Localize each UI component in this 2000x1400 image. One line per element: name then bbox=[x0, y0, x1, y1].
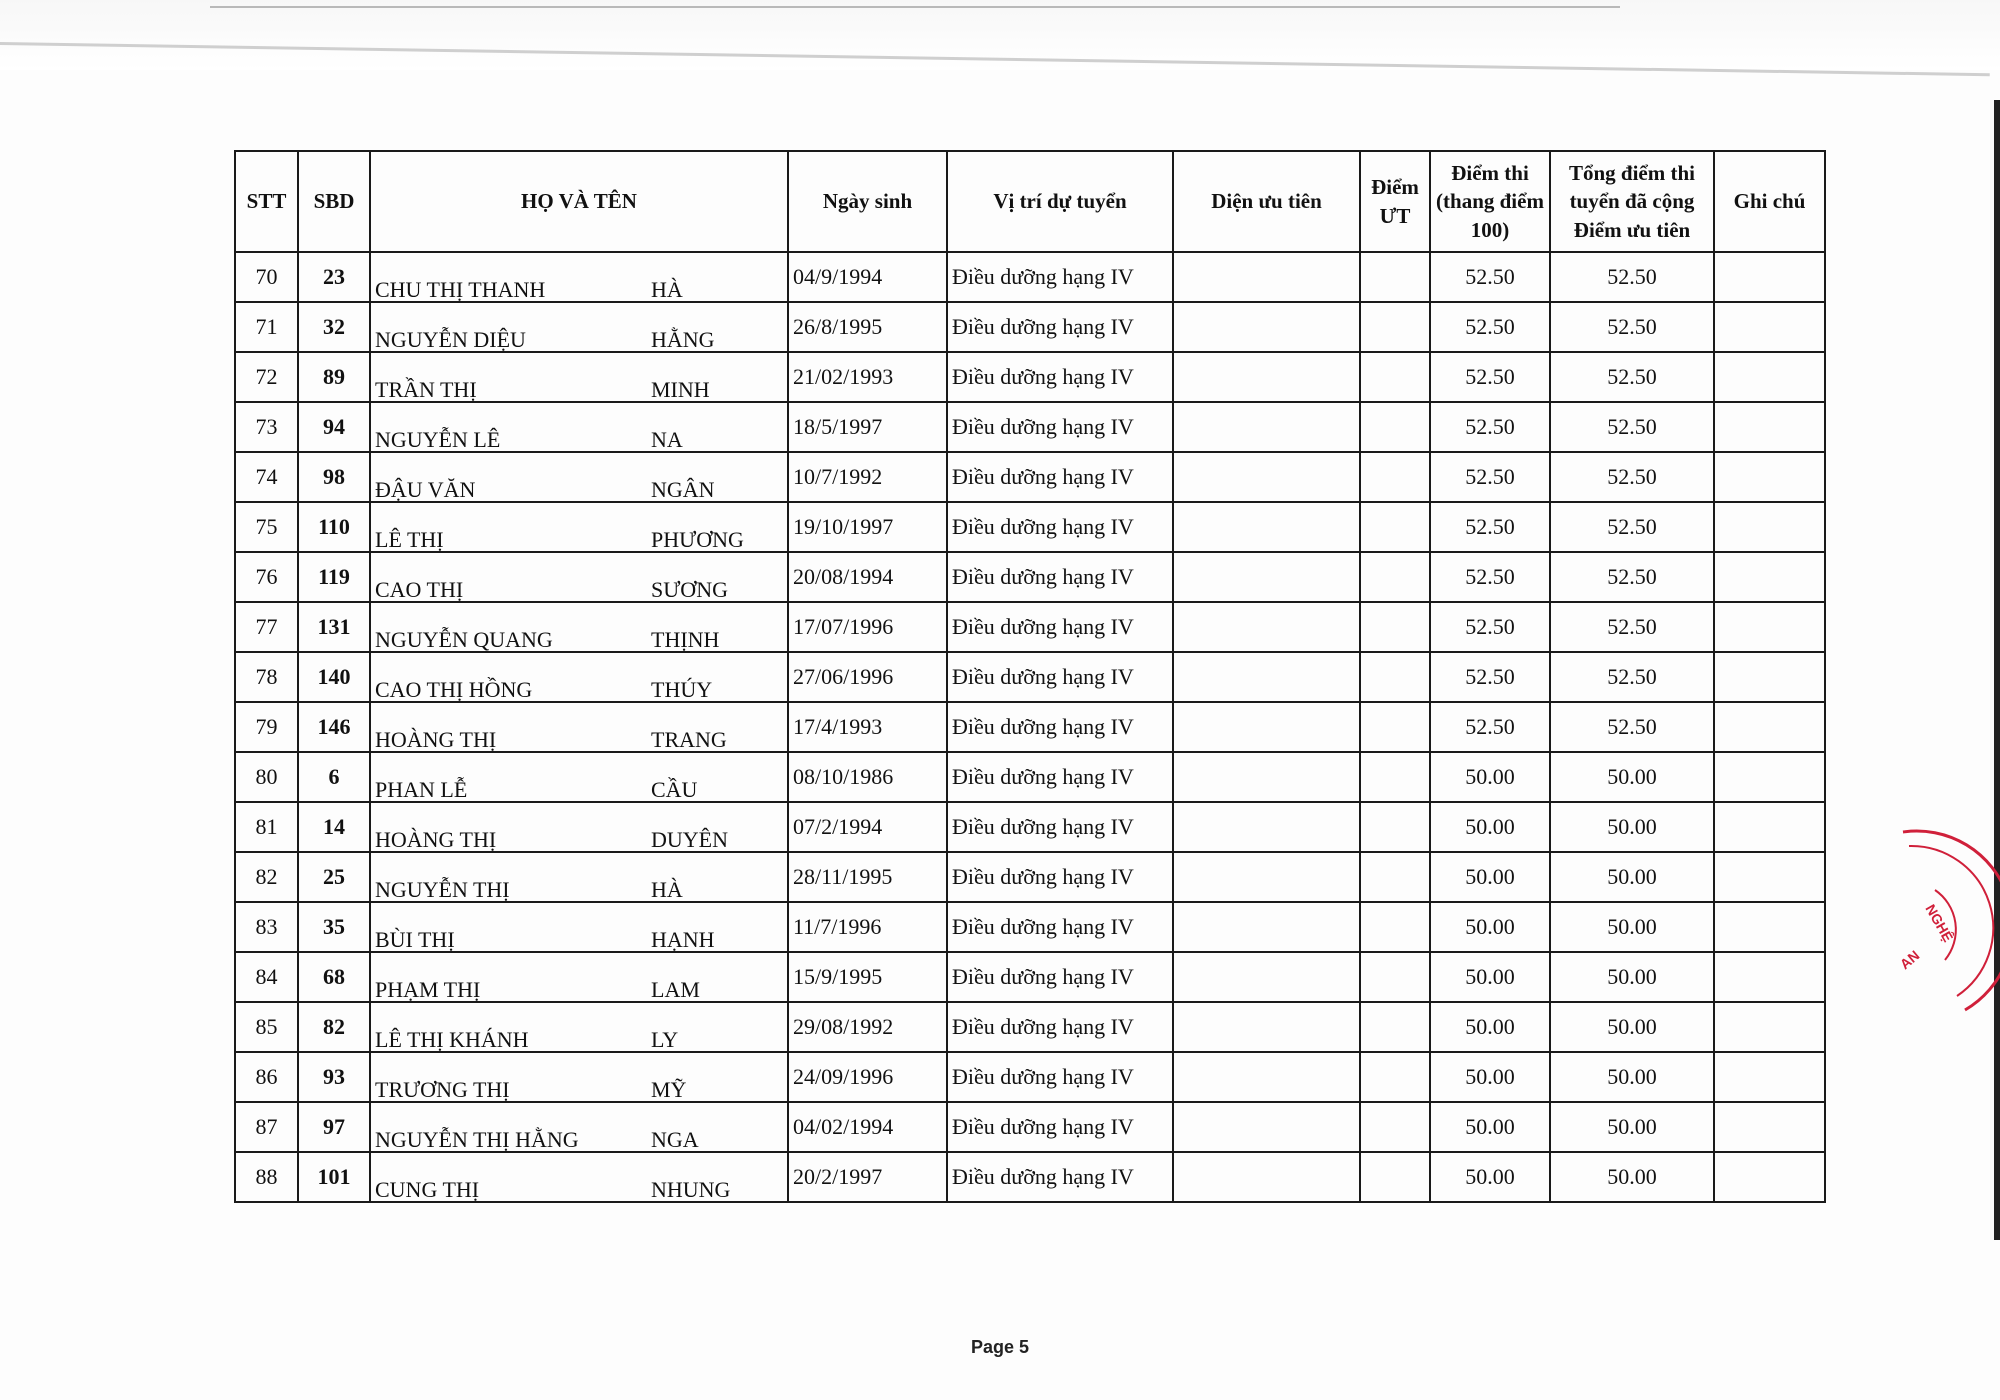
cell-total-score: 52.50 bbox=[1550, 702, 1714, 752]
cell-total-score: 52.50 bbox=[1550, 352, 1714, 402]
cell-stt: 84 bbox=[235, 952, 298, 1002]
cell-total-score: 50.00 bbox=[1550, 802, 1714, 852]
table-header-row bbox=[235, 151, 1825, 252]
cell-priority-points bbox=[1360, 452, 1430, 502]
cell-stt: 70 bbox=[235, 252, 298, 302]
cell-sbd: 146 bbox=[298, 702, 370, 752]
header-note: Ghi chú bbox=[1714, 151, 1825, 252]
cell-total-score: 52.50 bbox=[1550, 502, 1714, 552]
header-dob: Ngày sinh bbox=[788, 151, 947, 252]
cell-name bbox=[370, 602, 788, 652]
cell-priority-points bbox=[1360, 502, 1430, 552]
cell-total-score: 50.00 bbox=[1550, 902, 1714, 952]
cell-note bbox=[1714, 902, 1825, 952]
cell-name bbox=[370, 1002, 788, 1052]
cell-dob: 27/06/1996 bbox=[788, 652, 947, 702]
cell-first-name: HÀ bbox=[651, 877, 683, 902]
cell-position: Điều dưỡng hạng IV bbox=[947, 902, 1173, 952]
stamp-text: NGHỆ bbox=[1922, 901, 1957, 945]
cell-exam-score: 50.00 bbox=[1430, 952, 1550, 1002]
cell-stt: 72 bbox=[235, 352, 298, 402]
cell-priority-points bbox=[1360, 602, 1430, 652]
cell-total-score: 50.00 bbox=[1550, 752, 1714, 802]
table-row bbox=[235, 902, 1825, 952]
cell-position: Điều dưỡng hạng IV bbox=[947, 452, 1173, 502]
cell-dob: 28/11/1995 bbox=[788, 852, 947, 902]
cell-priority-points bbox=[1360, 552, 1430, 602]
cell-priority-points bbox=[1360, 1152, 1430, 1202]
cell-note bbox=[1714, 752, 1825, 802]
cell-priority-type bbox=[1173, 802, 1360, 852]
cell-dob: 11/7/1996 bbox=[788, 902, 947, 952]
cell-last-name: PHAN LỄ bbox=[375, 777, 468, 802]
cell-last-name: HOÀNG THỊ bbox=[375, 727, 497, 752]
scan-artifact-line bbox=[210, 6, 1620, 8]
cell-stt: 75 bbox=[235, 502, 298, 552]
cell-note bbox=[1714, 652, 1825, 702]
cell-note bbox=[1714, 952, 1825, 1002]
header-sbd: SBD bbox=[298, 151, 370, 252]
cell-dob: 21/02/1993 bbox=[788, 352, 947, 402]
cell-last-name: TRƯƠNG THỊ bbox=[375, 1077, 510, 1102]
cell-note bbox=[1714, 802, 1825, 852]
cell-exam-score: 52.50 bbox=[1430, 652, 1550, 702]
cell-note bbox=[1714, 1102, 1825, 1152]
cell-last-name: CAO THỊ HỒNG bbox=[375, 677, 533, 702]
cell-priority-type bbox=[1173, 252, 1360, 302]
cell-last-name: CHU THỊ THANH bbox=[375, 277, 546, 302]
cell-position: Điều dưỡng hạng IV bbox=[947, 1102, 1173, 1152]
cell-sbd: 131 bbox=[298, 602, 370, 652]
cell-position: Điều dưỡng hạng IV bbox=[947, 552, 1173, 602]
results-table bbox=[234, 150, 1826, 1203]
cell-stt: 87 bbox=[235, 1102, 298, 1152]
cell-exam-score: 52.50 bbox=[1430, 352, 1550, 402]
cell-first-name: HÀ bbox=[651, 277, 683, 302]
table-row bbox=[235, 1002, 1825, 1052]
cell-note bbox=[1714, 452, 1825, 502]
cell-last-name: TRẦN THỊ bbox=[375, 377, 477, 402]
cell-stt: 79 bbox=[235, 702, 298, 752]
cell-first-name: CẦU bbox=[651, 777, 698, 802]
table-row bbox=[235, 1052, 1825, 1102]
cell-priority-type bbox=[1173, 1052, 1360, 1102]
cell-priority-type bbox=[1173, 852, 1360, 902]
cell-sbd: 94 bbox=[298, 402, 370, 452]
header-position: Vị trí dự tuyển bbox=[947, 151, 1173, 252]
cell-position: Điều dưỡng hạng IV bbox=[947, 602, 1173, 652]
table-row bbox=[235, 302, 1825, 352]
cell-exam-score: 50.00 bbox=[1430, 1052, 1550, 1102]
cell-priority-points bbox=[1360, 952, 1430, 1002]
cell-name bbox=[370, 752, 788, 802]
cell-dob: 18/5/1997 bbox=[788, 402, 947, 452]
cell-last-name: CUNG THỊ bbox=[375, 1177, 480, 1202]
cell-position: Điều dưỡng hạng IV bbox=[947, 1052, 1173, 1102]
cell-first-name: LY bbox=[651, 1027, 679, 1052]
cell-total-score: 52.50 bbox=[1550, 302, 1714, 352]
cell-name bbox=[370, 802, 788, 852]
cell-total-score: 52.50 bbox=[1550, 602, 1714, 652]
cell-priority-points bbox=[1360, 1002, 1430, 1052]
cell-name bbox=[370, 902, 788, 952]
cell-sbd: 14 bbox=[298, 802, 370, 852]
cell-total-score: 52.50 bbox=[1550, 452, 1714, 502]
cell-total-score: 52.50 bbox=[1550, 552, 1714, 602]
cell-last-name: CAO THỊ bbox=[375, 577, 464, 602]
cell-sbd: 140 bbox=[298, 652, 370, 702]
cell-exam-score: 52.50 bbox=[1430, 252, 1550, 302]
table-row bbox=[235, 502, 1825, 552]
cell-priority-type bbox=[1173, 702, 1360, 752]
table-row bbox=[235, 752, 1825, 802]
cell-exam-score: 50.00 bbox=[1430, 902, 1550, 952]
cell-sbd: 97 bbox=[298, 1102, 370, 1152]
table-row bbox=[235, 552, 1825, 602]
cell-first-name: NA bbox=[651, 427, 683, 452]
cell-priority-type bbox=[1173, 452, 1360, 502]
cell-priority-points bbox=[1360, 852, 1430, 902]
cell-dob: 24/09/1996 bbox=[788, 1052, 947, 1102]
cell-sbd: 119 bbox=[298, 552, 370, 602]
cell-note bbox=[1714, 702, 1825, 752]
table-row bbox=[235, 1102, 1825, 1152]
cell-priority-type bbox=[1173, 902, 1360, 952]
cell-position: Điều dưỡng hạng IV bbox=[947, 302, 1173, 352]
table-row bbox=[235, 652, 1825, 702]
cell-total-score: 50.00 bbox=[1550, 852, 1714, 902]
cell-priority-points bbox=[1360, 902, 1430, 952]
cell-first-name: NHUNG bbox=[651, 1177, 731, 1202]
cell-note bbox=[1714, 602, 1825, 652]
header-exam-score: Điểm thi (thang điểm 100) bbox=[1430, 151, 1550, 252]
cell-name bbox=[370, 702, 788, 752]
table-row bbox=[235, 602, 1825, 652]
cell-sbd: 35 bbox=[298, 902, 370, 952]
cell-dob: 19/10/1997 bbox=[788, 502, 947, 552]
cell-total-score: 50.00 bbox=[1550, 952, 1714, 1002]
cell-name bbox=[370, 302, 788, 352]
cell-dob: 15/9/1995 bbox=[788, 952, 947, 1002]
cell-first-name: HẠNH bbox=[651, 927, 715, 952]
cell-total-score: 52.50 bbox=[1550, 252, 1714, 302]
cell-priority-type bbox=[1173, 1152, 1360, 1202]
cell-stt: 71 bbox=[235, 302, 298, 352]
cell-name bbox=[370, 952, 788, 1002]
cell-name bbox=[370, 1102, 788, 1152]
cell-dob: 17/4/1993 bbox=[788, 702, 947, 752]
cell-first-name: TRANG bbox=[651, 727, 727, 752]
cell-note bbox=[1714, 852, 1825, 902]
cell-position: Điều dưỡng hạng IV bbox=[947, 952, 1173, 1002]
cell-dob: 04/9/1994 bbox=[788, 252, 947, 302]
cell-stt: 83 bbox=[235, 902, 298, 952]
cell-last-name: NGUYỄN THỊ HẰNG bbox=[375, 1127, 579, 1152]
cell-stt: 74 bbox=[235, 452, 298, 502]
cell-total-score: 50.00 bbox=[1550, 1102, 1714, 1152]
cell-dob: 20/2/1997 bbox=[788, 1152, 947, 1202]
cell-position: Điều dưỡng hạng IV bbox=[947, 502, 1173, 552]
cell-exam-score: 52.50 bbox=[1430, 302, 1550, 352]
cell-priority-points bbox=[1360, 1052, 1430, 1102]
cell-first-name: SƯƠNG bbox=[651, 577, 728, 602]
cell-priority-type bbox=[1173, 602, 1360, 652]
cell-name bbox=[370, 1052, 788, 1102]
cell-priority-points bbox=[1360, 752, 1430, 802]
cell-sbd: 98 bbox=[298, 452, 370, 502]
cell-sbd: 93 bbox=[298, 1052, 370, 1102]
cell-last-name: NGUYỄN DIỆU bbox=[375, 327, 526, 352]
cell-first-name: NGA bbox=[651, 1127, 699, 1152]
cell-first-name: NGÂN bbox=[651, 477, 715, 502]
cell-note bbox=[1714, 1152, 1825, 1202]
cell-exam-score: 52.50 bbox=[1430, 502, 1550, 552]
cell-sbd: 23 bbox=[298, 252, 370, 302]
cell-last-name: HOÀNG THỊ bbox=[375, 827, 497, 852]
stamp-text: AN bbox=[1896, 947, 1923, 973]
cell-sbd: 32 bbox=[298, 302, 370, 352]
table-row bbox=[235, 802, 1825, 852]
cell-position: Điều dưỡng hạng IV bbox=[947, 252, 1173, 302]
cell-name bbox=[370, 652, 788, 702]
cell-name bbox=[370, 1152, 788, 1202]
cell-position: Điều dưỡng hạng IV bbox=[947, 402, 1173, 452]
cell-priority-type bbox=[1173, 752, 1360, 802]
table-row bbox=[235, 1152, 1825, 1202]
cell-exam-score: 52.50 bbox=[1430, 552, 1550, 602]
page-number: Page 5 bbox=[970, 1337, 1030, 1357]
cell-position: Điều dưỡng hạng IV bbox=[947, 852, 1173, 902]
cell-priority-type bbox=[1173, 652, 1360, 702]
cell-priority-type bbox=[1173, 302, 1360, 352]
cell-priority-points bbox=[1360, 702, 1430, 752]
cell-stt: 86 bbox=[235, 1052, 298, 1102]
cell-name bbox=[370, 352, 788, 402]
cell-priority-type bbox=[1173, 1102, 1360, 1152]
cell-stt: 77 bbox=[235, 602, 298, 652]
cell-exam-score: 50.00 bbox=[1430, 752, 1550, 802]
header-total-score: Tổng điểm thi tuyển đã cộng Điểm ưu tiên bbox=[1550, 151, 1714, 252]
cell-name bbox=[370, 552, 788, 602]
cell-first-name: MỸ bbox=[651, 1077, 687, 1102]
cell-sbd: 110 bbox=[298, 502, 370, 552]
cell-exam-score: 50.00 bbox=[1430, 1002, 1550, 1052]
header-priority-type: Diện ưu tiên bbox=[1173, 151, 1360, 252]
cell-total-score: 52.50 bbox=[1550, 402, 1714, 452]
cell-last-name: LÊ THỊ KHÁNH bbox=[375, 1027, 529, 1052]
cell-priority-points bbox=[1360, 302, 1430, 352]
scan-page-edge bbox=[1994, 100, 2000, 1240]
table-row bbox=[235, 352, 1825, 402]
cell-first-name: THỊNH bbox=[651, 627, 720, 652]
cell-last-name: ĐẬU VĂN bbox=[375, 477, 476, 502]
cell-priority-points bbox=[1360, 252, 1430, 302]
cell-position: Điều dưỡng hạng IV bbox=[947, 702, 1173, 752]
cell-exam-score: 52.50 bbox=[1430, 452, 1550, 502]
cell-last-name: PHẠM THỊ bbox=[375, 977, 481, 1002]
cell-priority-type bbox=[1173, 552, 1360, 602]
cell-stt: 85 bbox=[235, 1002, 298, 1052]
cell-priority-points bbox=[1360, 352, 1430, 402]
header-stt: STT bbox=[235, 151, 298, 252]
cell-exam-score: 52.50 bbox=[1430, 402, 1550, 452]
cell-dob: 07/2/1994 bbox=[788, 802, 947, 852]
cell-priority-points bbox=[1360, 802, 1430, 852]
cell-exam-score: 50.00 bbox=[1430, 802, 1550, 852]
results-table-container bbox=[234, 150, 1824, 1203]
cell-stt: 73 bbox=[235, 402, 298, 452]
cell-last-name: LÊ THỊ bbox=[375, 527, 444, 552]
cell-priority-points bbox=[1360, 1102, 1430, 1152]
cell-stt: 81 bbox=[235, 802, 298, 852]
table-row bbox=[235, 702, 1825, 752]
cell-position: Điều dưỡng hạng IV bbox=[947, 802, 1173, 852]
cell-first-name: THÚY bbox=[651, 677, 713, 702]
cell-dob: 17/07/1996 bbox=[788, 602, 947, 652]
cell-exam-score: 52.50 bbox=[1430, 602, 1550, 652]
table-body bbox=[235, 252, 1825, 1202]
cell-name bbox=[370, 252, 788, 302]
cell-last-name: BÙI THỊ bbox=[375, 927, 455, 952]
cell-dob: 04/02/1994 bbox=[788, 1102, 947, 1152]
cell-total-score: 50.00 bbox=[1550, 1152, 1714, 1202]
table-row bbox=[235, 452, 1825, 502]
table-row bbox=[235, 402, 1825, 452]
cell-name bbox=[370, 502, 788, 552]
cell-sbd: 6 bbox=[298, 752, 370, 802]
cell-priority-type bbox=[1173, 352, 1360, 402]
table-row bbox=[235, 852, 1825, 902]
cell-note bbox=[1714, 1052, 1825, 1102]
table-row bbox=[235, 952, 1825, 1002]
cell-name bbox=[370, 402, 788, 452]
cell-stt: 88 bbox=[235, 1152, 298, 1202]
cell-dob: 26/8/1995 bbox=[788, 302, 947, 352]
cell-first-name: HẰNG bbox=[651, 327, 715, 352]
cell-priority-points bbox=[1360, 402, 1430, 452]
cell-last-name: NGUYỄN QUANG bbox=[375, 627, 553, 652]
cell-exam-score: 50.00 bbox=[1430, 1102, 1550, 1152]
cell-first-name: PHƯƠNG bbox=[651, 527, 744, 552]
cell-note bbox=[1714, 502, 1825, 552]
cell-sbd: 82 bbox=[298, 1002, 370, 1052]
cell-priority-type bbox=[1173, 1002, 1360, 1052]
cell-note bbox=[1714, 352, 1825, 402]
cell-position: Điều dưỡng hạng IV bbox=[947, 1002, 1173, 1052]
cell-priority-type bbox=[1173, 952, 1360, 1002]
cell-sbd: 68 bbox=[298, 952, 370, 1002]
header-priority-points: Điểm ƯT bbox=[1360, 151, 1430, 252]
cell-stt: 82 bbox=[235, 852, 298, 902]
cell-total-score: 50.00 bbox=[1550, 1002, 1714, 1052]
cell-stt: 78 bbox=[235, 652, 298, 702]
cell-exam-score: 52.50 bbox=[1430, 702, 1550, 752]
cell-position: Điều dưỡng hạng IV bbox=[947, 352, 1173, 402]
cell-name bbox=[370, 852, 788, 902]
cell-last-name: NGUYỄN THỊ bbox=[375, 877, 510, 902]
cell-sbd: 101 bbox=[298, 1152, 370, 1202]
cell-position: Điều dưỡng hạng IV bbox=[947, 1152, 1173, 1202]
cell-exam-score: 50.00 bbox=[1430, 1152, 1550, 1202]
cell-stt: 76 bbox=[235, 552, 298, 602]
cell-first-name: DUYÊN bbox=[651, 827, 728, 852]
cell-note bbox=[1714, 1002, 1825, 1052]
cell-note bbox=[1714, 252, 1825, 302]
cell-priority-type bbox=[1173, 502, 1360, 552]
cell-stt: 80 bbox=[235, 752, 298, 802]
cell-last-name: NGUYỄN LÊ bbox=[375, 427, 501, 452]
cell-dob: 29/08/1992 bbox=[788, 1002, 947, 1052]
cell-sbd: 89 bbox=[298, 352, 370, 402]
cell-exam-score: 50.00 bbox=[1430, 852, 1550, 902]
cell-position: Điều dưỡng hạng IV bbox=[947, 652, 1173, 702]
cell-note bbox=[1714, 552, 1825, 602]
cell-note bbox=[1714, 302, 1825, 352]
cell-note bbox=[1714, 402, 1825, 452]
table-row bbox=[235, 252, 1825, 302]
header-name: HỌ VÀ TÊN bbox=[370, 151, 788, 252]
cell-total-score: 50.00 bbox=[1550, 1052, 1714, 1102]
cell-first-name: LAM bbox=[651, 977, 700, 1002]
cell-dob: 20/08/1994 bbox=[788, 552, 947, 602]
red-seal-stamp-icon bbox=[1895, 820, 2000, 1030]
cell-first-name: MINH bbox=[651, 377, 710, 402]
cell-priority-type bbox=[1173, 402, 1360, 452]
cell-dob: 08/10/1986 bbox=[788, 752, 947, 802]
cell-position: Điều dưỡng hạng IV bbox=[947, 752, 1173, 802]
cell-total-score: 52.50 bbox=[1550, 652, 1714, 702]
cell-priority-points bbox=[1360, 652, 1430, 702]
cell-name bbox=[370, 452, 788, 502]
cell-dob: 10/7/1992 bbox=[788, 452, 947, 502]
cell-sbd: 25 bbox=[298, 852, 370, 902]
